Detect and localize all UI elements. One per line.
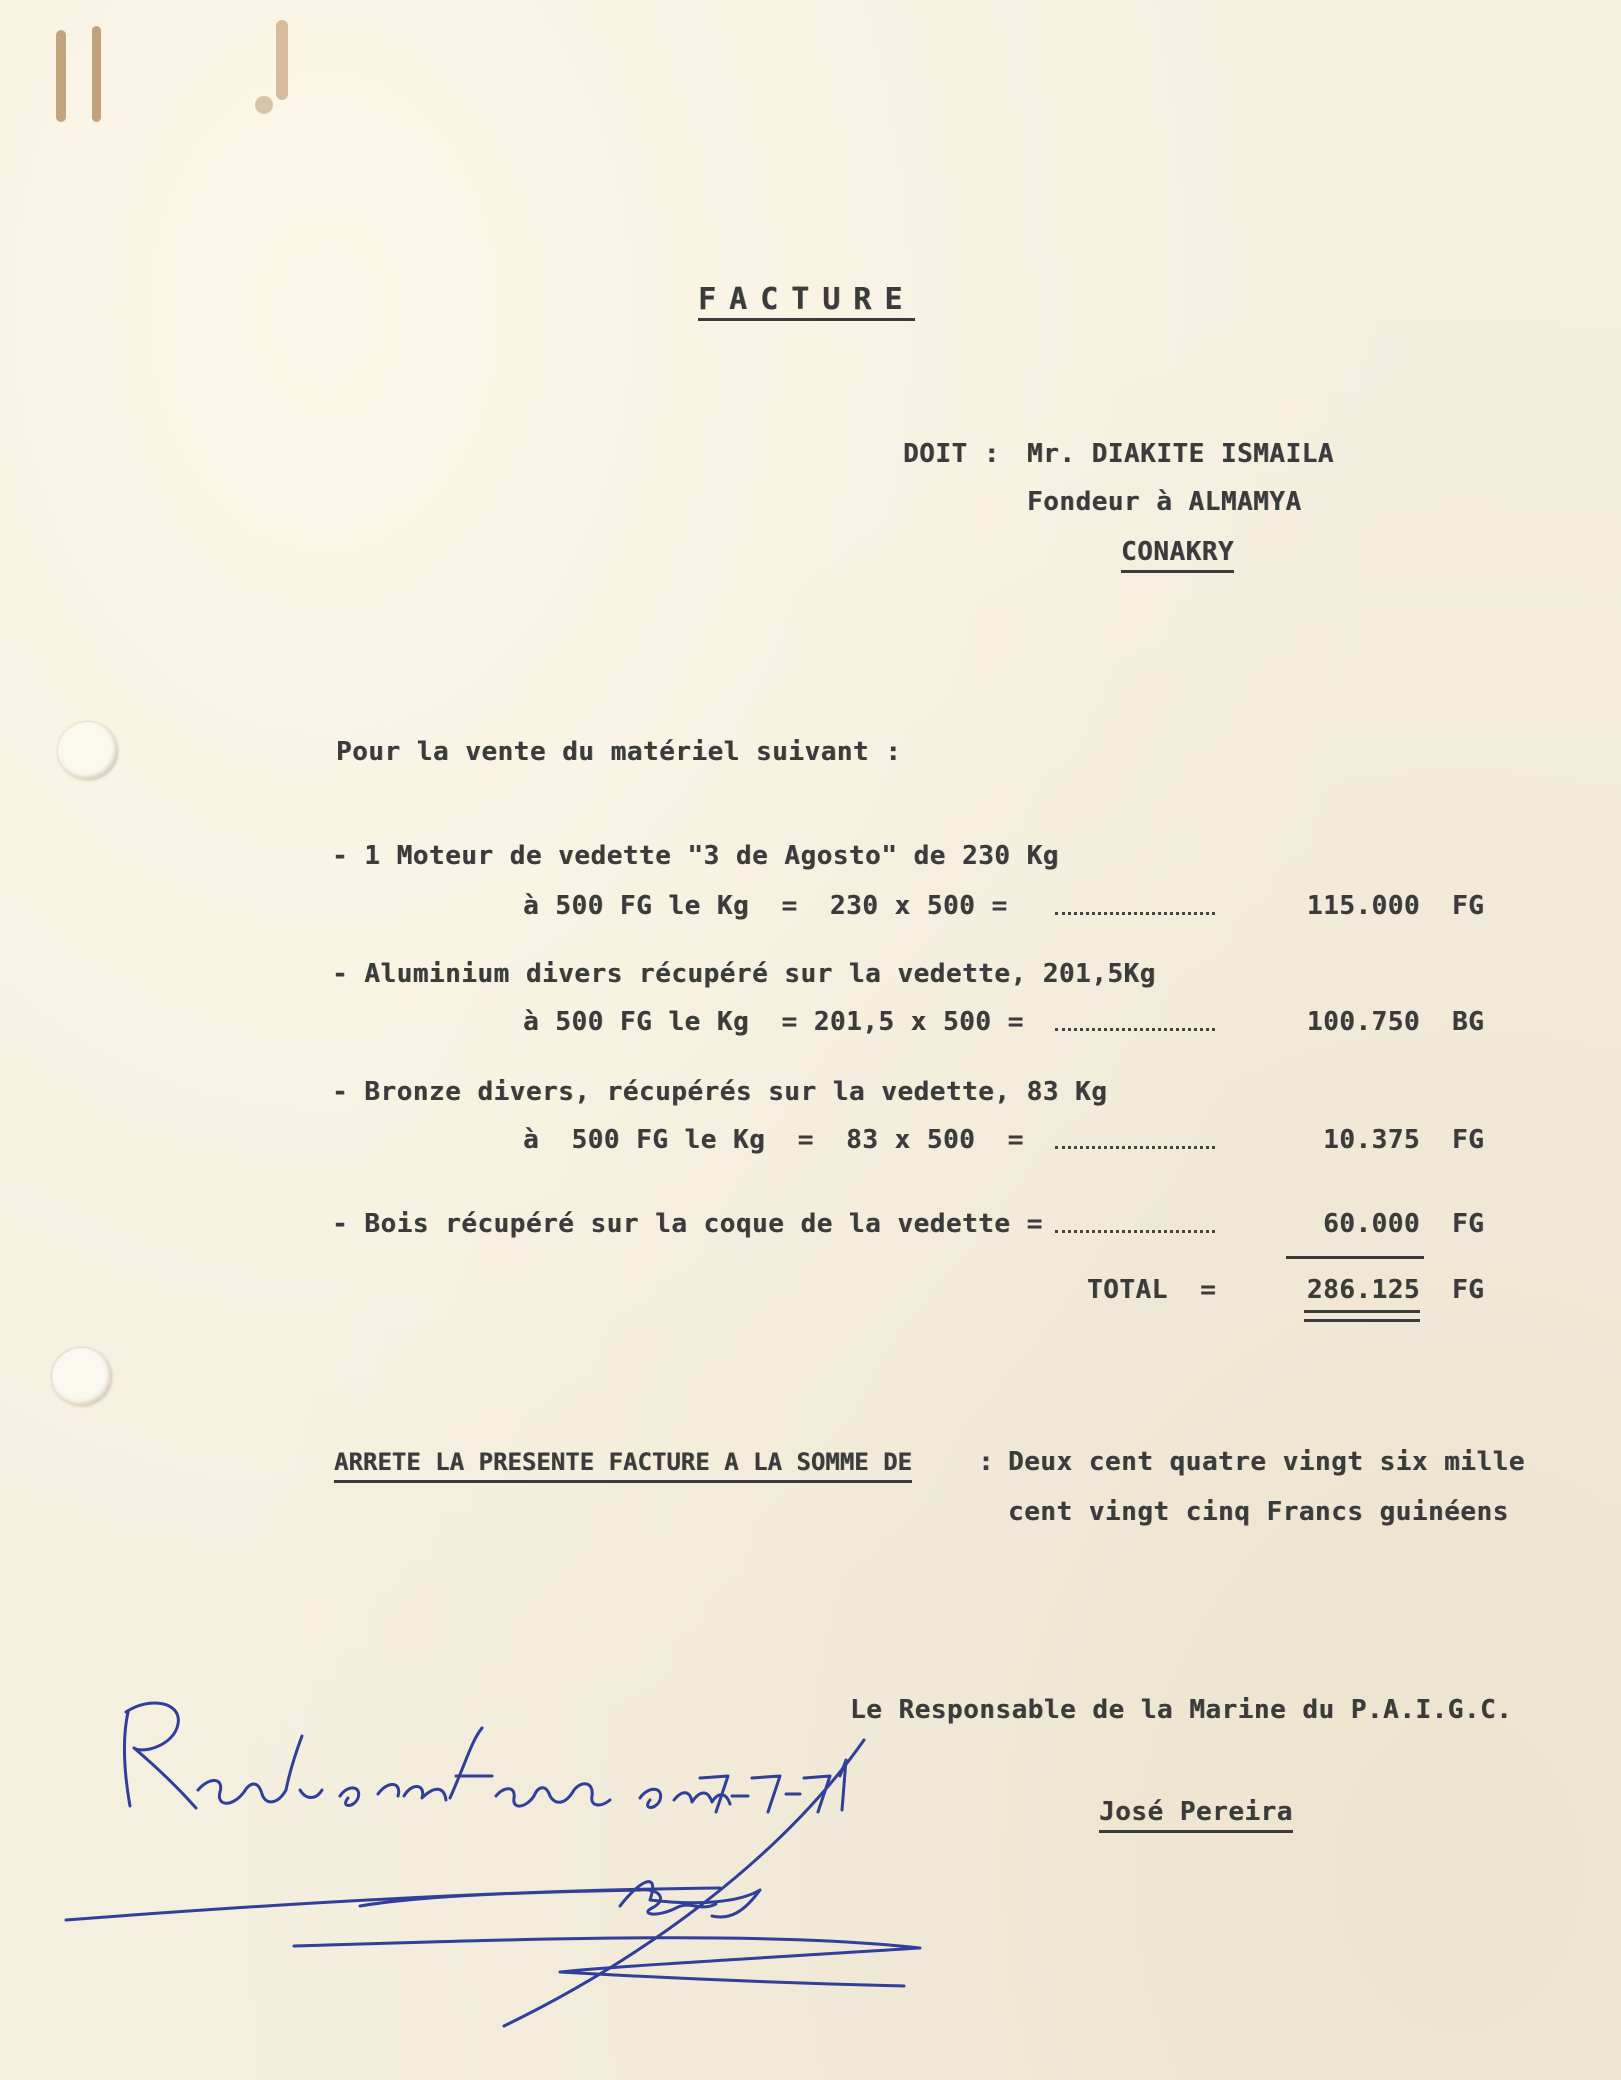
debtor-city: CONAKRY — [1121, 536, 1234, 573]
item-description: - Aluminium divers récupéré sur la vedette, 201,5Kg — [332, 959, 1156, 989]
amount-in-words-line1: Deux cent quatre vingt six mille — [1008, 1447, 1525, 1477]
total-label: TOTAL = — [1087, 1275, 1217, 1305]
total-currency: FG — [1452, 1275, 1485, 1305]
closing-label: ARRETE LA PRESENTE FACTURE A LA SOMME DE — [334, 1446, 912, 1483]
debtor-occupation: Fondeur à ALMAMYA — [1027, 487, 1302, 517]
item-description: - Bois récupéré sur la coque de la vedette = — [332, 1209, 1043, 1239]
item-price-line: à 500 FG le Kg = 230 x 500 = — [523, 891, 1008, 921]
item-amount: 60.000 — [1323, 1209, 1420, 1239]
total-amount: 286.125 — [1306, 1275, 1420, 1305]
signatory-role: Le Responsable de la Marine du P.A.I.G.C. — [850, 1695, 1513, 1725]
item-currency: FG — [1452, 891, 1485, 921]
amount-in-words-line2: cent vingt cinq Francs guinéens — [1008, 1497, 1509, 1527]
item-amount: 115.000 — [1306, 891, 1420, 921]
debtor-label: DOIT : — [903, 439, 1000, 469]
item-currency: FG — [1452, 1125, 1485, 1155]
item-currency: FG — [1452, 1209, 1485, 1239]
intro-text: Pour la vente du matériel suivant : — [336, 737, 902, 767]
signatory-name: José Pereira — [1099, 1796, 1293, 1833]
invoice-title: FACTURE — [698, 284, 915, 321]
item-description: - 1 Moteur de vedette "3 de Agosto" de 230 Kg — [332, 841, 1059, 871]
item-amount: 10.375 — [1323, 1125, 1420, 1155]
item-price-line: à 500 FG le Kg = 201,5 x 500 = — [523, 1007, 1024, 1037]
item-price-line: à 500 FG le Kg = 83 x 500 = — [523, 1125, 1024, 1155]
debtor-name: Mr. DIAKITE ISMAILA — [1027, 439, 1334, 469]
item-description: - Bronze divers, récupérés sur la vedette, 83 Kg — [332, 1077, 1108, 1107]
item-amount: 100.750 — [1306, 1007, 1420, 1037]
closing-separator: : — [978, 1447, 995, 1477]
item-currency: BG — [1452, 1007, 1485, 1037]
